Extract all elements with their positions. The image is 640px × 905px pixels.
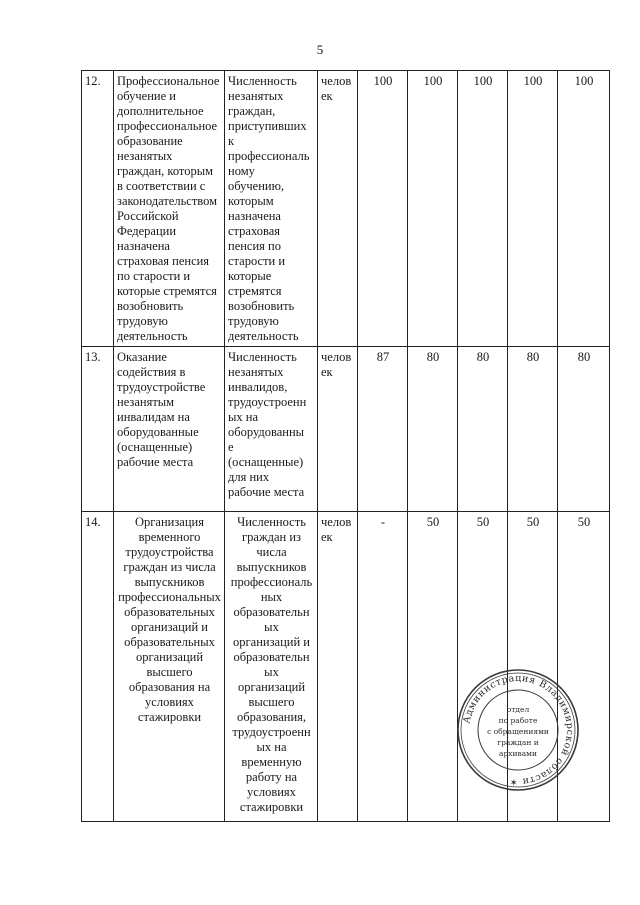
value-cell: 100 <box>458 71 508 347</box>
value-cell: 50 <box>458 512 508 822</box>
value-cell: 50 <box>508 512 558 822</box>
unit-cell: челов ек <box>318 71 358 347</box>
svg-text:по работе: по работе <box>498 716 538 725</box>
row-number: 13. <box>82 347 114 512</box>
indicator-cell: Численность граждан из числа выпускников профессиональ ных образовательн ых организаций и образовательн ых организаций высшего образования, трудоустроенн ых на временную работу на условиях стажировки <box>225 512 318 822</box>
indicator-cell: Численность незанятых инвалидов, трудоустроенн ых на оборудованны е (оснащенные) для них рабочие места <box>225 347 318 512</box>
svg-text:архивами: архивами <box>498 749 538 758</box>
row-number: 14. <box>82 512 114 822</box>
value-cell: 80 <box>458 347 508 512</box>
indicator-cell: Численность незанятых граждан, приступивших к профессиональ ному обучению, которым назначена страховая пенсия по старости и которые стремятся возобновить трудовую деятельность <box>225 71 318 347</box>
value-cell: 100 <box>408 71 458 347</box>
svg-text:граждан и: граждан и <box>497 738 539 747</box>
svg-text:отдел: отдел <box>506 705 530 714</box>
svg-text:Администрация Владимирской обл: Администрация Владимирской области ✶ <box>461 672 576 788</box>
value-cell: 100 <box>358 71 408 347</box>
value-cell: 80 <box>558 347 610 512</box>
value-cell: 50 <box>408 512 458 822</box>
value-cell: 100 <box>508 71 558 347</box>
table-row <box>82 71 610 347</box>
table-row <box>82 347 610 512</box>
value-cell: 87 <box>358 347 408 512</box>
value-cell: 50 <box>558 512 610 822</box>
unit-cell: челов ек <box>318 512 358 822</box>
event-cell: Профессиональное обучение и дополнительное профессиональное образование незанятых граждан, которым в соответствии с законодательством Российской Федерации назначена страховая пенсия по старости и которые стремятся возобновить трудовую деятельность <box>114 71 225 347</box>
svg-text:с обращениями: с обращениями <box>487 727 549 736</box>
event-cell: Оказание содействия в трудоустройстве незанятым инвалидам на оборудованные (оснащенные) рабочие места <box>114 347 225 512</box>
value-cell: 80 <box>408 347 458 512</box>
value-cell: 100 <box>558 71 610 347</box>
row-number: 12. <box>82 71 114 347</box>
value-cell: 80 <box>508 347 558 512</box>
page-number: 5 <box>316 42 324 57</box>
value-cell: - <box>358 512 408 822</box>
official-stamp-seal <box>455 667 581 793</box>
event-cell: Организация временного трудоустройства граждан из числа выпускников профессиональных образовательных организаций и образовательных организаций высшего образования на условиях стажировки <box>114 512 225 822</box>
unit-cell: челов ек <box>318 347 358 512</box>
